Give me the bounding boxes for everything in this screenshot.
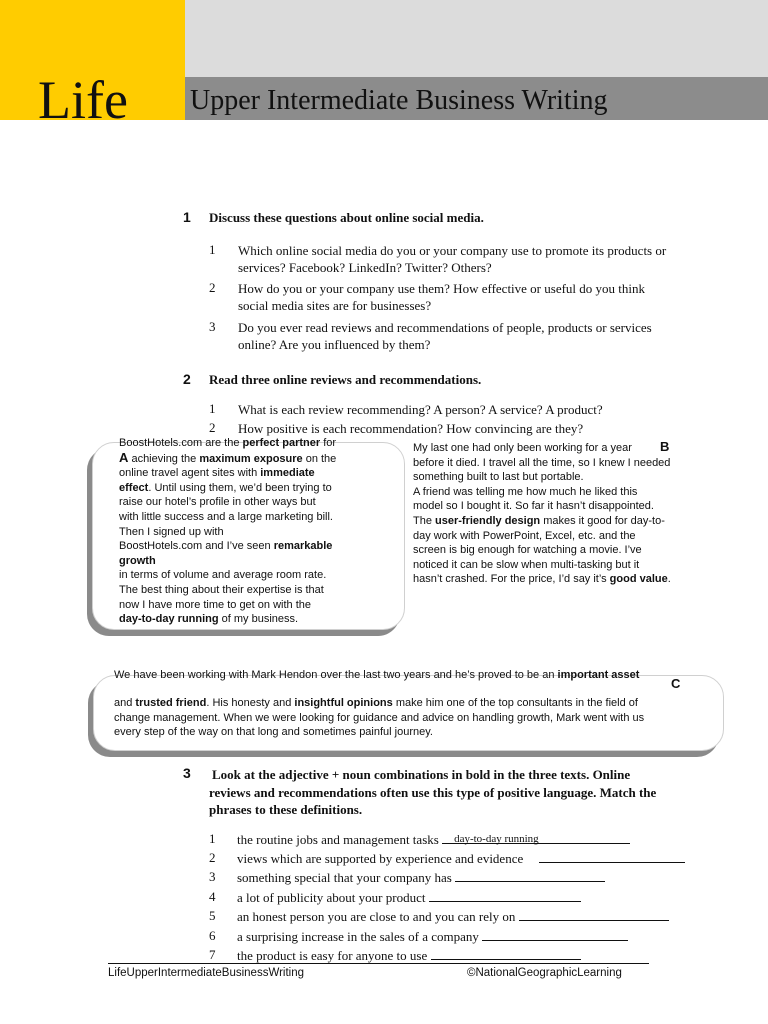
s3-item-2-number: 2 xyxy=(209,850,216,865)
section-2-number: 2 xyxy=(183,371,191,387)
s3-item-1: the routine jobs and management tasks day-to-day running xyxy=(237,831,717,848)
review-a-text: BoostHotels.com are the perfect partner for A achieving the maximum exposure on the online travel agent sites with immediate effect. Until using them, we’d been trying to raise our hotel’s profile in other ways but with little success and a large marketing bill. Then I signed up with BoostHotels.com and I’ve seen remarkable growth in terms of volume and average room rate. The best thing about their expertise is that now I have more time to get on with the day-to-day running of my business. xyxy=(119,437,337,626)
review-c-body: and trusted friend. His honesty and insightful opinions make him one of the top consultants in the field of change management. When we were looking for guidance and advice on handling growth, Mark went with us every step of the way on that long and sometimes painful journey. xyxy=(114,697,645,739)
s1-item-3-line1: Do you ever read reviews and recommendations of people, products or services xyxy=(238,320,652,335)
s2-item-1-text: What is each review recommending? A person? A service? A product? xyxy=(238,402,603,417)
s3-answer-blank-7[interactable] xyxy=(431,947,581,960)
section-2-heading: Read three online reviews and recommendations. xyxy=(209,372,482,387)
review-b-text: My last one had only been working for a year before it died. I travel all the time, so I knew I needed something built to last but portable. A friend was telling me how much he liked this model so I bought it. So far it hasn’t disappointed. The user-friendly design makes it good for day-to- day work with PowerPoint, Excel, etc. and the screen is big enough for watching a movie. I’ve noticed it can be slow when multi-tasking but it hasn’t crashed. For the price, I’d say it’s good value. xyxy=(413,442,671,586)
s3-item-3-number: 3 xyxy=(209,869,216,884)
s3-item-7: the product is easy for anyone to use xyxy=(237,947,717,964)
s3-answer-1: day-to-day running xyxy=(454,833,539,845)
page-title: Upper Intermediate Business Writing xyxy=(190,85,608,116)
s1-item-1-line2: services? Facebook? LinkedIn? Twitter? Others? xyxy=(238,260,492,275)
footer-divider xyxy=(108,963,649,964)
s2-item-1-number: 1 xyxy=(209,401,216,416)
s3-item-4-number: 4 xyxy=(209,889,216,904)
footer-right: ©NationalGeographicLearning xyxy=(467,967,622,979)
footer-left: LifeUpperIntermediateBusinessWriting xyxy=(108,967,305,979)
s1-item-2-line2: social media sites are for businesses? xyxy=(238,298,432,313)
brand-logo-text: Life xyxy=(38,70,128,130)
s3-answer-blank-3[interactable] xyxy=(455,869,605,882)
s1-item-1-line1: Which online social media do you or your company use to promote its products or xyxy=(238,243,667,258)
s1-item-2-text xyxy=(238,280,718,314)
s2-item-2-text: How positive is each recommendation? How convincing are they? xyxy=(238,421,584,436)
review-b-letter: B xyxy=(660,439,670,454)
s1-item-1-number: 1 xyxy=(209,242,216,257)
s3-item-4: a lot of publicity about your product xyxy=(237,889,717,906)
s3-answer-blank-1[interactable] xyxy=(442,831,630,844)
section-3-heading: Look at the adjective + noun combinations in bold in the three texts. Online reviews and recommendations often use this type of positive language. Match the phrases to these definitions. xyxy=(209,767,657,817)
s3-answer-blank-6[interactable] xyxy=(482,928,628,941)
review-c-letter: C xyxy=(671,676,681,691)
s3-item-1-number: 1 xyxy=(209,831,216,846)
s3-item-2: views which are supported by experience and evidence xyxy=(237,850,717,867)
s3-item-3: something special that your company has xyxy=(237,869,717,886)
s1-item-3-line2: online? Are you influenced by them? xyxy=(238,337,431,352)
s3-item-7-number: 7 xyxy=(209,947,216,962)
s3-item-5: an honest person you are close to and you can rely on xyxy=(237,908,717,925)
s3-item-6: a surprising increase in the sales of a company xyxy=(237,928,717,945)
s1-item-3-text xyxy=(238,319,718,353)
section-1-number: 1 xyxy=(183,209,191,225)
review-c-line1: We have been working with Mark Hendon over the last two years and he’s proved to be an important asset xyxy=(114,669,640,681)
s1-item-2-number: 2 xyxy=(209,280,216,295)
s1-item-1-text xyxy=(238,242,718,276)
s3-answer-blank-4[interactable] xyxy=(429,889,581,902)
s2-item-2-number: 2 xyxy=(209,420,216,435)
s3-item-5-number: 5 xyxy=(209,908,216,923)
review-a-letter: A xyxy=(119,449,129,465)
section-1-heading: Discuss these questions about online social media. xyxy=(209,210,484,225)
s3-answer-blank-2[interactable] xyxy=(539,850,685,863)
header-grey-block xyxy=(185,0,768,77)
s3-item-6-number: 6 xyxy=(209,928,216,943)
section-3-number: 3 xyxy=(183,765,191,781)
s1-item-2-line1: How do you or your company use them? How effective or useful do you think xyxy=(238,281,646,296)
s1-item-3-number: 3 xyxy=(209,319,216,334)
s3-answer-blank-5[interactable] xyxy=(519,908,669,921)
